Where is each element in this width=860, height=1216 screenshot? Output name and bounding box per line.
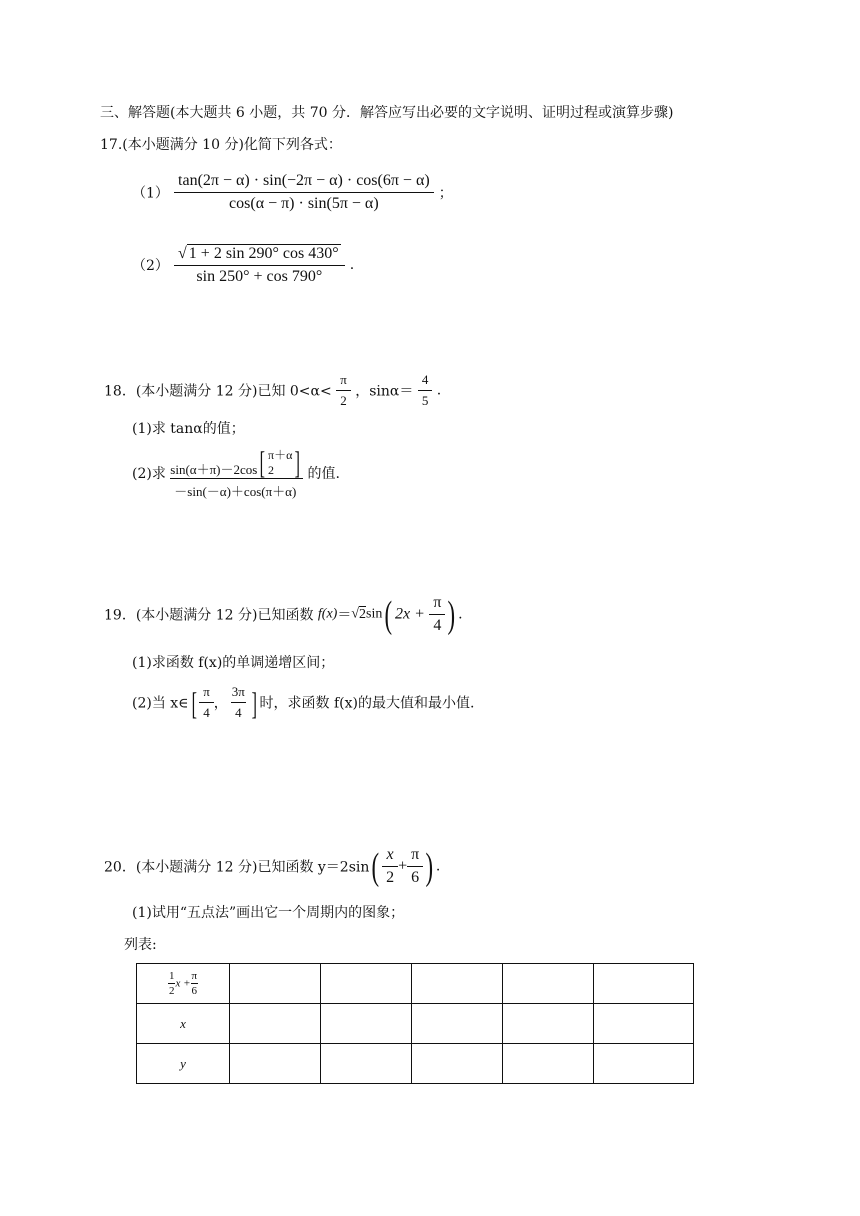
q19-comma: ， bbox=[213, 695, 228, 712]
table-cell[interactable] bbox=[503, 1044, 594, 1084]
q18-frac-num: π bbox=[340, 372, 347, 387]
q19-pi: π bbox=[433, 594, 442, 611]
q20-two: 2 bbox=[382, 866, 398, 887]
q20-six: 6 bbox=[407, 866, 423, 887]
pi-num: π bbox=[191, 970, 198, 982]
q20-list-label: 列表: bbox=[124, 937, 157, 953]
table-row bbox=[137, 1004, 694, 1044]
half-den: 2 bbox=[168, 985, 175, 997]
q18-p2-fraction bbox=[170, 446, 303, 500]
q17-part2 bbox=[132, 244, 354, 286]
q20-pi: π bbox=[411, 846, 420, 863]
q20-stem-a: 20．(本小题满分 12 分)已知函数 y＝2sin bbox=[104, 859, 370, 876]
q18-p2-label: (2)求 bbox=[132, 466, 166, 482]
q20-stem bbox=[104, 846, 440, 887]
q17-p1-label: （1） bbox=[132, 185, 169, 202]
q19-right-paren: ) bbox=[448, 593, 456, 636]
q19-fx: f(x) bbox=[317, 606, 338, 622]
q18-stem-b: ，sinα＝ bbox=[355, 383, 414, 400]
q20-left-paren: ( bbox=[371, 845, 380, 888]
q18-inner-plus: ＋α bbox=[274, 448, 293, 462]
q19-stem-a: 19．(本小题满分 12 分)已知函数 bbox=[104, 607, 318, 624]
q18-frac2-num: 4 bbox=[421, 372, 429, 387]
q19-2x: 2x + bbox=[395, 605, 425, 623]
q18-part1: (1)求 tanα的值； bbox=[132, 421, 245, 437]
q17-p1-end: ； bbox=[438, 185, 453, 202]
table-cell[interactable] bbox=[412, 1004, 503, 1044]
q17-stem: 17.(本小题满分 10 分)化简下列各式： bbox=[100, 137, 342, 153]
q18-p2-inner-frac bbox=[268, 446, 292, 478]
q18-p2-num-text: sin(α＋π)－2cos bbox=[170, 462, 258, 477]
q19-four: 4 bbox=[429, 614, 445, 635]
table-cell[interactable] bbox=[321, 1044, 412, 1084]
q20-end: . bbox=[435, 858, 441, 875]
q19-int-3pi: 3π bbox=[231, 684, 245, 699]
q19-part2 bbox=[132, 684, 474, 721]
q18-stem-end: . bbox=[436, 382, 442, 399]
q19-sqrt-radicand: 2 bbox=[359, 606, 367, 622]
row-label-phase bbox=[137, 964, 230, 1004]
q19-right-bracket: ] bbox=[251, 684, 257, 721]
row-label-y: y bbox=[137, 1044, 230, 1084]
q17-p1-denominator: cos(α − π) · sin(5π − α) bbox=[174, 192, 434, 213]
q19-left-paren: ( bbox=[384, 593, 393, 636]
table-cell[interactable] bbox=[230, 964, 321, 1004]
q19-eq: ＝ bbox=[337, 607, 352, 624]
q17-p1-numerator: tan(2π − α) · sin(−2π − α) · cos(6π − α) bbox=[178, 172, 430, 189]
q18-p2-end: 的值. bbox=[307, 466, 340, 482]
q20-x: x bbox=[386, 846, 394, 863]
table-cell[interactable] bbox=[412, 964, 503, 1004]
q19-sin: sin bbox=[366, 606, 383, 622]
q18-stem bbox=[104, 372, 441, 409]
q17-p2-fraction bbox=[174, 244, 345, 286]
section-title: 三、解答题(本大题共 6 小题，共 70 分．解答应写出必要的文字说明、证明过程或演算步骤) bbox=[100, 105, 674, 121]
q17-p2-end: . bbox=[349, 257, 355, 273]
q18-frac2-den: 5 bbox=[418, 390, 433, 409]
q20-pi-over-6 bbox=[407, 846, 423, 887]
q18-p2-inner-row bbox=[268, 446, 292, 463]
table-cell[interactable] bbox=[230, 1004, 321, 1044]
q19-int-four2: 4 bbox=[231, 702, 246, 721]
q19-end: . bbox=[458, 606, 463, 623]
q20-right-paren: ) bbox=[425, 845, 434, 888]
five-point-table bbox=[136, 963, 694, 1084]
q19-p2-a: (2)当 x∈ bbox=[132, 695, 189, 712]
x-plus: x + bbox=[175, 977, 191, 990]
q20-part1: (1)试用“五点法”画出它一个周期内的图象； bbox=[132, 905, 405, 921]
q19-int-frac2 bbox=[228, 684, 249, 721]
table-cell[interactable] bbox=[230, 1044, 321, 1084]
q18-4-over-5 bbox=[418, 372, 433, 409]
q17-p2-radicand: 1 + 2 sin 290° cos 430° bbox=[188, 245, 339, 262]
pi-six-frac bbox=[191, 970, 199, 997]
table-cell[interactable] bbox=[594, 1004, 694, 1044]
q18-pi-over-2 bbox=[336, 372, 351, 409]
table-row bbox=[137, 1044, 694, 1084]
table-row bbox=[137, 964, 694, 1004]
q19-sqrt-symbol: √ bbox=[351, 606, 360, 622]
table-cell[interactable] bbox=[321, 1004, 412, 1044]
q19-stem bbox=[104, 594, 463, 635]
table-cell[interactable] bbox=[412, 1044, 503, 1084]
sqrt-symbol: √ bbox=[178, 245, 187, 262]
table-cell[interactable] bbox=[321, 964, 412, 1004]
q18-part2 bbox=[132, 446, 340, 500]
q18-frac-den: 2 bbox=[336, 390, 351, 409]
q17-p2-denominator: sin 250° + cos 790° bbox=[174, 265, 345, 286]
q19-int-pi: π bbox=[203, 684, 210, 699]
q19-left-bracket: [ bbox=[191, 684, 197, 721]
table-cell[interactable] bbox=[594, 1044, 694, 1084]
q18-inner-two: 2 bbox=[268, 463, 274, 477]
right-bracket: ] bbox=[295, 444, 301, 480]
q17-p2-numerator bbox=[174, 244, 345, 265]
table-cell[interactable] bbox=[503, 964, 594, 1004]
row-label-x: x bbox=[137, 1004, 230, 1044]
q18-stem-a: 18．(本小题满分 12 分)已知 0<α< bbox=[104, 383, 332, 400]
six-den: 6 bbox=[191, 985, 198, 997]
q18-p2-numerator bbox=[170, 446, 303, 478]
half-num: 1 bbox=[168, 970, 175, 982]
q17-p1-fraction bbox=[174, 172, 434, 213]
q18-inner-pi: π bbox=[268, 448, 275, 462]
q19-part1: (1)求函数 f(x)的单调递增区间； bbox=[132, 655, 335, 671]
q19-pi-over-4 bbox=[429, 594, 445, 635]
q19-p2-b: 时，求函数 f(x)的最大值和最小值. bbox=[259, 695, 475, 712]
q20-x-over-2 bbox=[382, 846, 398, 887]
q17-p2-label: （2） bbox=[132, 258, 169, 274]
q19-int-frac1 bbox=[199, 684, 214, 721]
left-bracket: [ bbox=[260, 444, 266, 480]
q17-part1 bbox=[132, 172, 453, 213]
q18-p2-denominator: －sin(－α)＋cos(π＋α) bbox=[170, 478, 303, 500]
q20-plus: + bbox=[398, 857, 408, 875]
table-cell[interactable] bbox=[503, 1004, 594, 1044]
q19-int-four: 4 bbox=[199, 702, 214, 721]
table-cell[interactable] bbox=[594, 964, 694, 1004]
